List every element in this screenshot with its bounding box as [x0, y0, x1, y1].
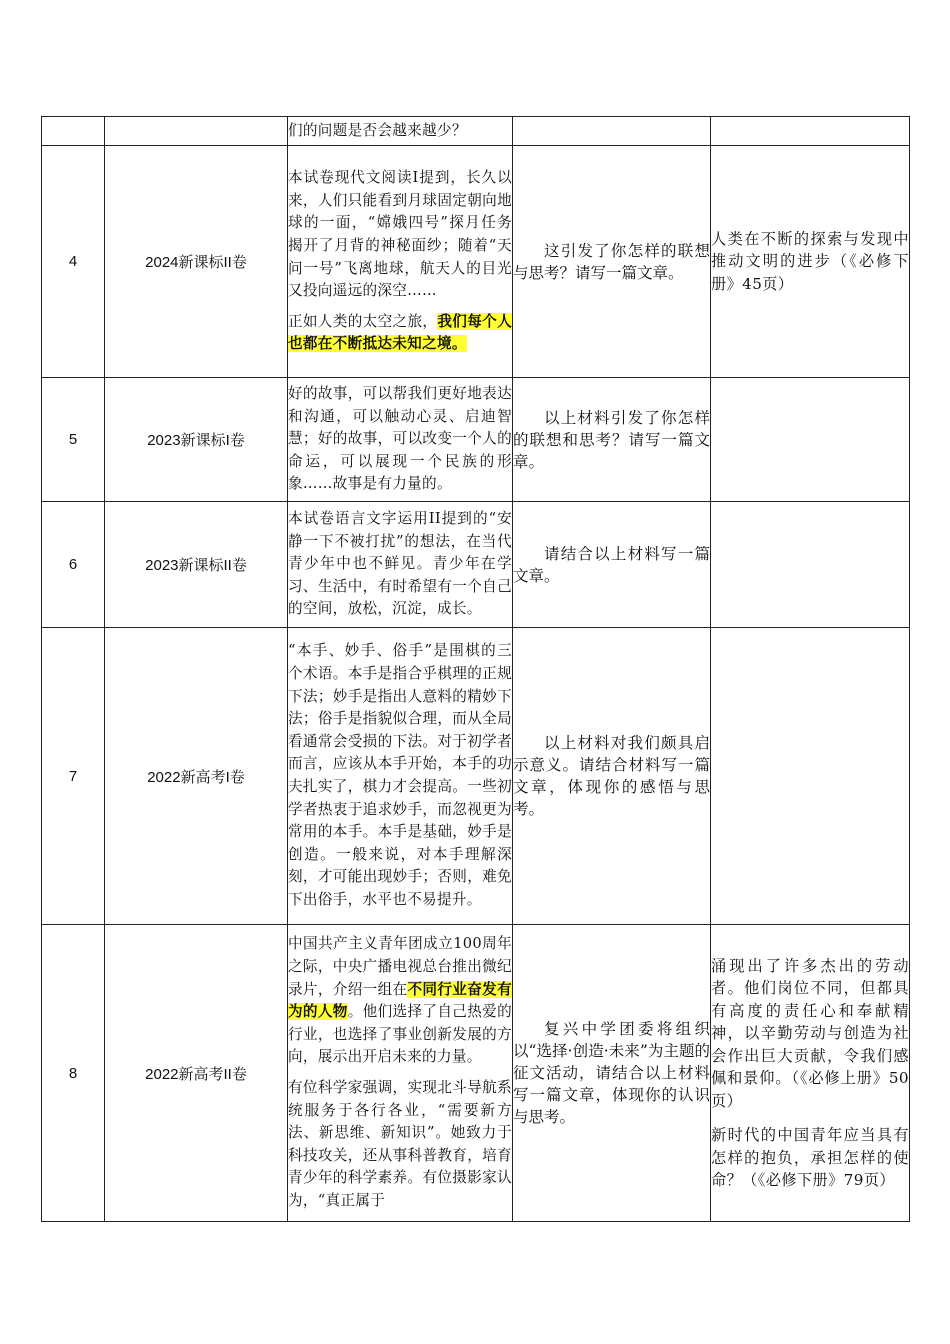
exam-name [105, 117, 288, 146]
essay-table [41, 116, 910, 1222]
requirement-text: 复兴中学团委将组织以“选择·创造·未来”为主题的征文活动，请结合以上材料写一篇文章，体现你的认识与思考。 [513, 1020, 710, 1126]
material-cell [288, 628, 513, 925]
material-paragraph: 有位科学家强调，实现北斗导航系统服务于各行各业，“需要新方法、新思维、新知识”。她致力于科技攻关，还从事科普教育，培育青少年的科学素养。有位摄影家认为，“真正属于 [288, 1079, 512, 1209]
table-row [42, 378, 910, 502]
highlighted-text: 不同行业奋发有为的人物 [288, 980, 512, 1021]
material-paragraph: 本试卷语言文字运用II提到的“安静一下不被打扰”的想法，在当代青少年中也不鲜见。青少年在学习、生活中，有时希望有一个自己的空间，放松，沉淀，成长。 [288, 510, 512, 618]
requirement-text: 这引发了你怎样的联想与思考？请写一篇文章。 [513, 241, 710, 282]
material-paragraph: “本手、妙手、俗手”是围棋的三个术语。本手是指合乎棋理的正规下法；妙手是指出人意料的精妙下法；俗手是指貌似合理，而从全局看通常会受损的下法。对于初学者而言，应该从本手开始，本手的功夫扎实了，棋力才会提高。一些初学者热衷于追求妙手，而忽视更为常用的本手。本手是基础，妙手是创造。一般来说，对本手理解深刻，才可能出现妙手；否则，难免下出俗手，水平也不易提升。 [288, 642, 512, 908]
table-row [42, 117, 910, 146]
row-number: 8 [42, 925, 105, 1222]
textbook-link-text: 新时代的中国青年应当具有怎样的抱负，承担怎样的使命？（《必修下册》79页） [711, 1126, 909, 1189]
exam-name: 2022新高考I卷 [105, 628, 288, 925]
exam-name: 2024新课标II卷 [105, 146, 288, 378]
material-paragraph: 们的问题是否会越来越少？ [288, 121, 467, 139]
exam-name: 2023新课标II卷 [105, 502, 288, 628]
table-row [42, 925, 910, 1222]
material-paragraph: 好的故事，可以帮我们更好地表达和沟通，可以触动心灵、启迪智慧；好的故事，可以改变一个人的命运，可以展现一个民族的形象……故事是有力量的。 [288, 385, 512, 493]
textbook-link-cell [711, 502, 910, 628]
material-text: 正如人类的太空之旅， [288, 312, 438, 330]
requirement-cell [513, 925, 711, 1222]
textbook-link-text: 涌现出了许多杰出的劳动者。他们岗位不同，但都具有高度的责任心和奉献精神，以辛勤劳动与创造为社会作出巨大贡献，令我们感佩和景仰。（《必修上册》50页） [711, 956, 909, 1110]
textbook-link-cell [711, 146, 910, 378]
textbook-link-cell [711, 628, 910, 925]
material-paragraph [288, 933, 512, 1069]
row-number: 5 [42, 378, 105, 502]
textbook-link-cell [711, 925, 910, 1222]
requirement-cell [513, 378, 711, 502]
material-cell [288, 117, 513, 146]
requirement-text: 以上材料引发了你怎样的联想和思考？请写一篇文章。 [513, 408, 710, 471]
row-number: 6 [42, 502, 105, 628]
material-paragraph: 本试卷现代文阅读I提到，长久以来，人们只能看到月球固定朝向地球的一面，“嫦娥四号”探月任务揭开了月背的神秘面纱；随着“天问一号”飞离地球，航天人的目光又投向遥远的深空…… [288, 169, 512, 300]
material-text: 。他们选择了自己热爱的行业，也选择了事业创新发展的方向，展示出开启未来的力量。 [288, 1003, 512, 1066]
exam-name: 2023新课标I卷 [105, 378, 288, 502]
textbook-link-text: 人类在不断的探索与发现中推动文明的进步（《必修下册》45页） [711, 229, 909, 293]
table-row [42, 146, 910, 378]
textbook-link-cell [711, 117, 910, 146]
requirement-cell [513, 628, 711, 925]
requirement-text: 以上材料对我们颇具启示意义。请结合材料写一篇文章，体现你的感悟与思考。 [513, 734, 710, 818]
requirement-cell [513, 146, 711, 378]
exam-name: 2022新高考II卷 [105, 925, 288, 1222]
table-row [42, 502, 910, 628]
material-cell [288, 502, 513, 628]
material-cell [288, 146, 513, 378]
material-cell [288, 925, 513, 1222]
row-number: 7 [42, 628, 105, 925]
requirement-cell [513, 117, 711, 146]
material-cell [288, 378, 513, 502]
row-number: 4 [42, 146, 105, 378]
material-paragraph [288, 311, 512, 356]
highlighted-text: 我们每个人也都在不断抵达未知之境。 [288, 312, 512, 353]
textbook-link-cell [711, 378, 910, 502]
table-row [42, 628, 910, 925]
material-text: 中国共产主义青年团成立100周年之际，中央广播电视总台推出微纪录片，介绍一组在 [288, 935, 512, 998]
requirement-cell [513, 502, 711, 628]
row-number [42, 117, 105, 146]
requirement-text: 请结合以上材料写一篇文章。 [513, 544, 710, 585]
